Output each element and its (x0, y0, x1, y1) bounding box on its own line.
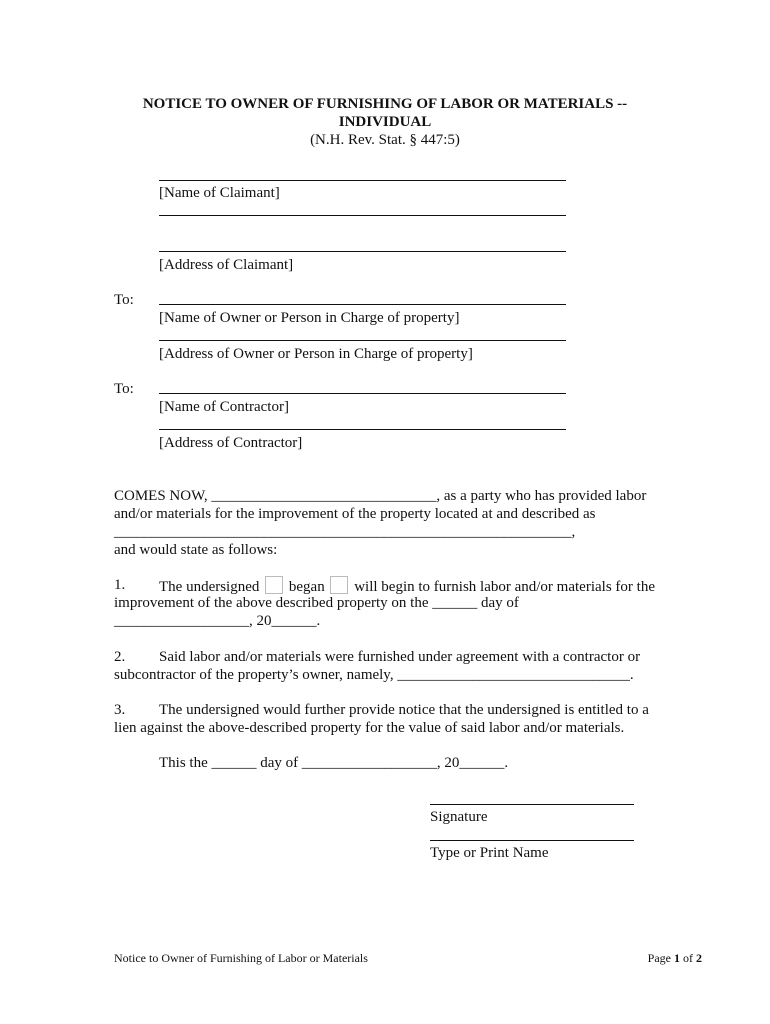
will-begin-checkbox[interactable] (330, 576, 348, 594)
claimant-address-label: [Address of Claimant] (159, 257, 294, 273)
contractor-address-label: [Address of Contractor] (159, 435, 303, 451)
began-checkbox[interactable] (265, 576, 283, 594)
to-owner-label: To: (114, 292, 134, 308)
owner-address-label: [Address of Owner or Person in Charge of property] (159, 346, 473, 362)
paragraph-1-line3: __________________, 20______. (114, 613, 321, 629)
paragraph-2-line2: subcontractor of the property’s owner, namely, _______________________________. (114, 667, 634, 683)
p1-text-will-begin: will begin to furnish labor and/or materials for the (354, 579, 655, 595)
comes-now-line4: and would state as follows: (114, 542, 278, 558)
print-name-line[interactable] (430, 840, 634, 841)
page-current: 1 (674, 951, 680, 965)
claimant-address-line-1[interactable] (159, 215, 566, 216)
page-indicator (648, 949, 702, 967)
statute-reference: (N.H. Rev. Stat. § 447:5) (310, 132, 460, 148)
comes-now-line1: COMES NOW, ______________________________, as a party who has provided labor (114, 488, 647, 504)
date-line: This the ______ day of __________________, 20______. (159, 755, 509, 771)
owner-name-line[interactable] (159, 304, 566, 305)
owner-address-line[interactable] (159, 340, 566, 341)
contractor-address-line[interactable] (159, 429, 566, 430)
contractor-name-label: [Name of Contractor] (159, 399, 289, 415)
claimant-name-line[interactable] (159, 180, 566, 181)
p1-text-began: began (288, 579, 325, 595)
page-total: 2 (696, 951, 702, 965)
paragraph-3-line1: The undersigned would further provide notice that the undersigned is entitled to a (159, 702, 649, 718)
footer-form-name: Notice to Owner of Furnishing of Labor or Materials (114, 951, 368, 965)
comes-now-line2: and/or materials for the improvement of the property located at and described as (114, 506, 596, 522)
paragraph-1-line2: improvement of the above described property on the ______ day of (114, 595, 519, 611)
to-contractor-label: To: (114, 381, 134, 397)
paragraph-1-line1 (159, 576, 655, 596)
owner-name-label: [Name of Owner or Person in Charge of property] (159, 310, 460, 326)
page-prefix: Page (647, 951, 671, 965)
page-of: of (683, 951, 693, 965)
paragraph-2-line1: Said labor and/or materials were furnished under agreement with a contractor or (159, 649, 641, 665)
paragraph-3-line2: lien against the above-described property for the value of said labor and/or materials. (114, 720, 625, 736)
p1-text-undersigned: The undersigned (159, 579, 260, 595)
paragraph-2-number: 2. (114, 649, 126, 665)
signature-label: Signature (430, 809, 488, 825)
document-title-line2: INDIVIDUAL (338, 114, 432, 130)
print-name-label: Type or Print Name (430, 845, 549, 861)
paragraph-3-number: 3. (114, 702, 126, 718)
comes-now-line3: _____________________________________________________________, (114, 524, 576, 540)
paragraph-1-number: 1. (114, 577, 126, 593)
document-title-line1: NOTICE TO OWNER OF FURNISHING OF LABOR OR MATERIALS -- (142, 96, 628, 112)
signature-line[interactable] (430, 804, 634, 805)
contractor-name-line[interactable] (159, 393, 566, 394)
claimant-name-label: [Name of Claimant] (159, 185, 280, 201)
claimant-address-line-2[interactable] (159, 251, 566, 252)
